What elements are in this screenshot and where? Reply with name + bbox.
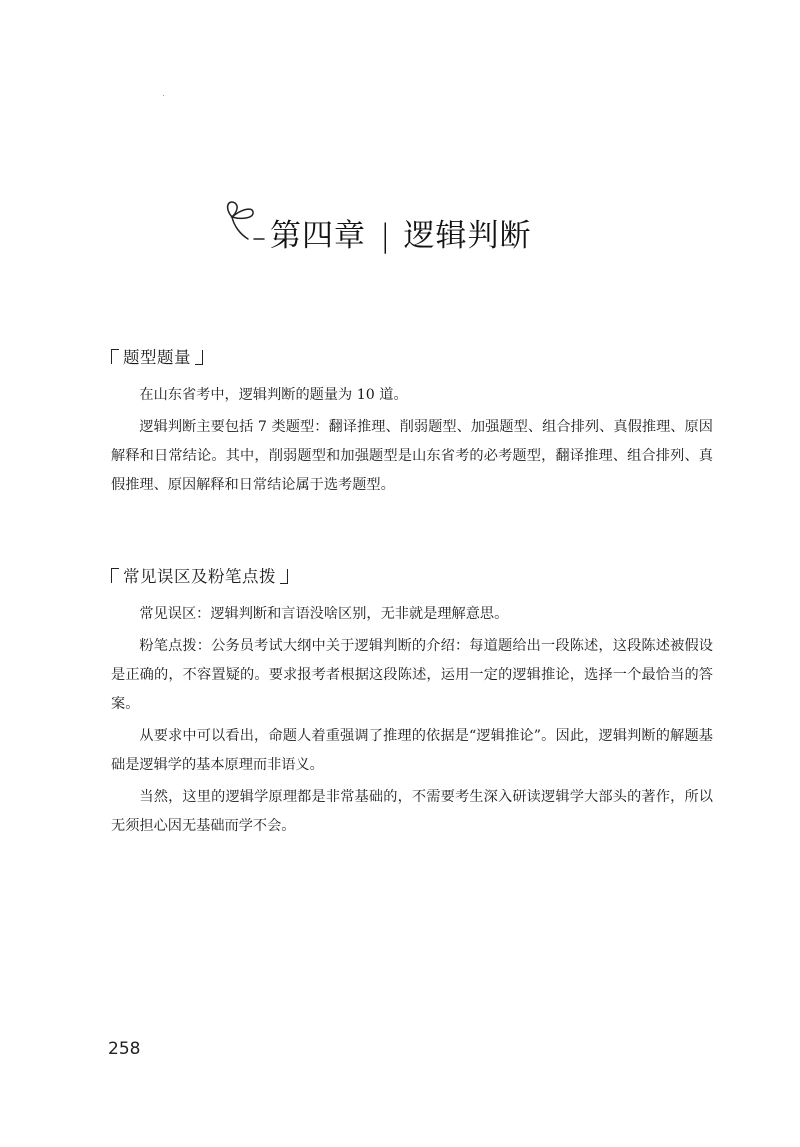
section-question-types xyxy=(111,344,713,503)
sprout-icon xyxy=(218,196,270,252)
paragraph: 当然，这里的逻辑学原理都是非常基础的，不需要考生深入研读逻辑学大部头的著作，所以无须担心因无基础而学不会。 xyxy=(111,789,713,834)
bracket-close-icon xyxy=(195,350,203,365)
chapter-name: 逻辑判断 xyxy=(403,218,532,254)
page-number: 258 xyxy=(108,1039,141,1059)
section-heading: 常见误区及粉笔点拨 xyxy=(111,563,713,587)
chapter-separator: | xyxy=(380,218,392,254)
paragraph: 逻辑判断主要包括 7 类题型：翻译推理、削弱题型、加强题型、组合排列、真假推理、原因解释和日常结论。其中，削弱题型和加强题型是山东省考的必考题型，翻译推理、组合排列、真假推理、原因解释和日常结论属于选考题型。 xyxy=(111,419,713,493)
section-heading: 题型题量 xyxy=(111,344,713,368)
scan-speck xyxy=(163,95,164,96)
bracket-open-icon xyxy=(111,349,119,364)
paragraph: 从要求中可以看出，命题人着重强调了推理的依据是“逻辑推论”。因此，逻辑判断的解题基础是逻辑学的基本原理而非语义。 xyxy=(111,728,713,773)
chapter-title xyxy=(270,210,531,255)
chapter-header xyxy=(218,196,578,260)
section-misconceptions xyxy=(111,563,713,844)
paragraph: 在山东省考中，逻辑判断的题量为 10 道。 xyxy=(139,387,408,403)
chapter-number: 第四章 xyxy=(270,218,366,254)
paragraph: 常见误区：逻辑判断和言语没啥区别，无非就是理解意思。 xyxy=(139,606,509,622)
bracket-close-icon xyxy=(280,569,288,584)
bracket-open-icon xyxy=(111,568,119,583)
paragraph: 粉笔点拨：公务员考试大纲中关于逻辑判断的介绍：每道题给出一段陈述，这段陈述被假设是正确的，不容置疑的。要求报考者根据这段陈述，运用一定的逻辑推论，选择一个最恰当的答案。 xyxy=(111,638,713,712)
